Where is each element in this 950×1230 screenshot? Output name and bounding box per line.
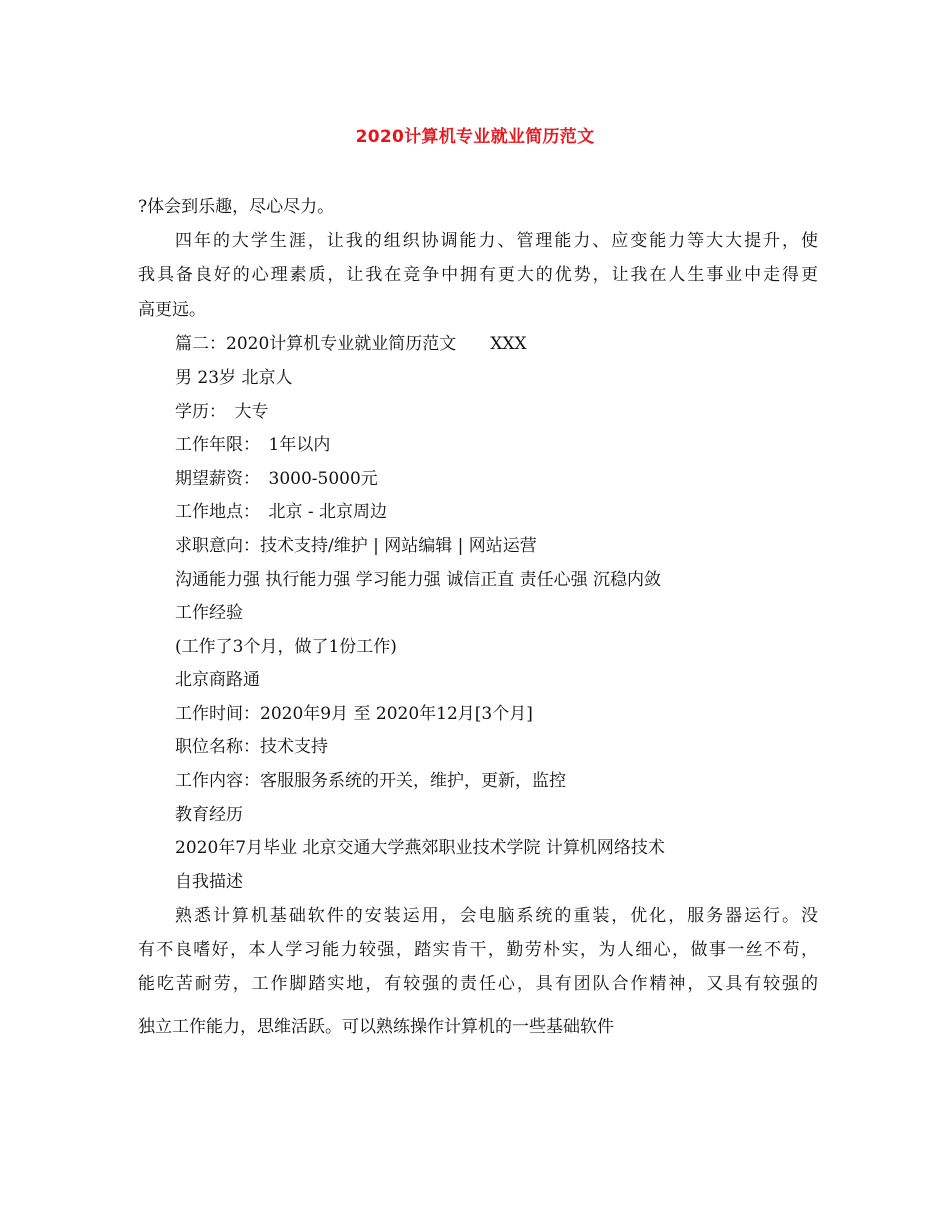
section-heading: 教育经历 — [175, 805, 243, 825]
paragraph-line: 熟悉计算机基础软件的安装运用，会电脑系统的重装，优化，服务器运行。没 — [175, 906, 818, 926]
document-title: 2020计算机专业就业简历范文 — [355, 127, 595, 147]
section-heading: 自我描述 — [175, 872, 243, 892]
paragraph-line: 工作年限： 1年以内 — [175, 435, 331, 455]
paragraph-line: 沟通能力强 执行能力强 学习能力强 诚信正直 责任心强 沉稳内敛 — [175, 570, 662, 590]
paragraph-line: 能吃苦耐劳，工作脚踏实地，有较强的责任心，具有团队合作精神，又具有较强的 — [138, 974, 818, 994]
paragraph-line: 四年的大学生涯，让我的组织协调能力、管理能力、应变能力等大大提升，使 — [175, 231, 818, 251]
section-heading: 工作经验 — [175, 603, 243, 623]
paragraph-line: 期望薪资： 3000-5000元 — [175, 469, 378, 489]
paragraph-line: ?体会到乐趣，尽心尽力。 — [138, 197, 335, 217]
section-heading: 篇二：2020计算机专业就业简历范文 XXX — [175, 334, 527, 354]
paragraph-line: 有不良嗜好，本人学习能力较强，踏实肯干，勤劳朴实，为人细心，做事一丝不苟， — [138, 940, 818, 960]
paragraph-line: 我具备良好的心理素质，让我在竞争中拥有更大的优势，让我在人生事业中走得更 — [138, 265, 818, 285]
paragraph-line: 2020年7月毕业 北京交通大学燕郊职业技术学院 计算机网络技术 — [175, 838, 665, 858]
paragraph-line: 学历： 大专 — [175, 402, 269, 422]
paragraph-line: 高更远。 — [138, 300, 206, 320]
paragraph-line: 求职意向：技术支持/维护 | 网站编辑 | 网站运营 — [175, 536, 537, 556]
paragraph-line: 男 23岁 北京人 — [175, 368, 293, 388]
paragraph-line: 工作时间：2020年9月 至 2020年12月[3个月] — [175, 704, 533, 724]
paragraph-line: 工作地点： 北京 - 北京周边 — [175, 502, 388, 522]
paragraph-line: 职位名称：技术支持 — [175, 737, 328, 757]
paragraph-line: 北京商路通 — [175, 670, 260, 690]
paragraph-line: 工作内容：客服服务系统的开关，维护，更新，监控 — [175, 771, 566, 791]
paragraph-line: (工作了3个月，做了1份工作) — [175, 637, 397, 657]
paragraph-line: 独立工作能力，思维活跃。可以熟练操作计算机的一些基础软件 — [138, 1017, 614, 1037]
